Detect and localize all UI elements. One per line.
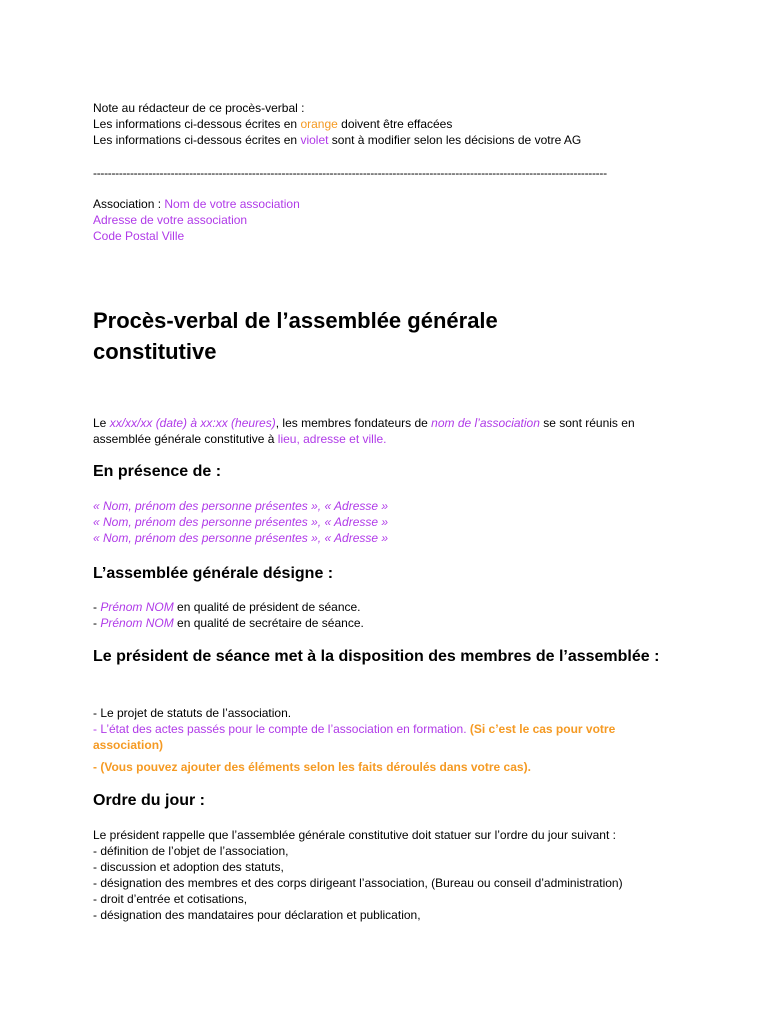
page-title: Procès-verbal de l’assemblée générale constitutive	[93, 308, 498, 364]
separator-line: -------------------------------------------------------------------------------------------------------------------------------------------	[93, 166, 607, 180]
president-role: en qualité de président de séance.	[173, 600, 361, 614]
intro-paragraph	[93, 415, 675, 447]
association-name: Nom de votre association	[164, 197, 300, 211]
intro-date: xx/xx/xx (date) à xx:xx (heures)	[109, 416, 276, 430]
designe-item-president	[93, 599, 364, 615]
intro-text-3: se sont réunis en assemblée générale constitutive à	[93, 416, 635, 446]
heading-president: Le président de séance met à la disposition des membres de l’assemblée :	[93, 648, 660, 665]
list-dash: -	[93, 600, 101, 614]
heading-ordre-du-jour: Ordre du jour :	[93, 792, 205, 809]
note-line-2-post: doivent être effacées	[337, 117, 453, 131]
secretaire-role: en qualité de secrétaire de séance.	[173, 616, 364, 630]
presence-list	[93, 498, 388, 546]
association-name-line	[93, 196, 300, 212]
note-line-2	[93, 116, 675, 132]
presence-item: « Nom, prénom des personne présentes », « Adresse »	[93, 531, 389, 545]
president-item-ajout: - (Vous pouvez ajouter des éléments selon les faits déroulés dans votre cas).	[93, 760, 531, 774]
president-list	[93, 705, 675, 775]
note-line-1: Note au rédacteur de ce procès-verbal :	[93, 101, 305, 115]
note-line-3-post: sont à modifier selon les décisions de votre AG	[328, 133, 582, 147]
president-item-actes-text: - L’état des actes passés pour le compte de l’association en formation.	[93, 722, 470, 736]
heading-presence: En présence de :	[93, 463, 222, 480]
presence-item: « Nom, prénom des personne présentes », « Adresse »	[93, 515, 389, 529]
intro-assoc-name: nom de l’association	[431, 416, 540, 430]
note-violet-word: violet	[300, 133, 329, 147]
designe-list	[93, 599, 364, 631]
designe-item-secretaire	[93, 615, 364, 631]
presence-item: « Nom, prénom des personne présentes », « Adresse »	[93, 499, 389, 513]
ordre-item: - désignation des membres et des corps dirigeant l’association, (Bureau ou conseil d’administration)	[93, 876, 623, 890]
ordre-item: - désignation des mandataires pour déclaration et publication,	[93, 908, 421, 922]
association-city: Code Postal Ville	[93, 229, 185, 243]
president-name: Prénom NOM	[100, 600, 174, 614]
ordre-list	[93, 827, 675, 923]
ordre-item: - définition de l’objet de l’association,	[93, 844, 289, 858]
president-item-actes-note: (Si c’est le cas pour votre association)	[93, 722, 616, 752]
intro-place: lieu, adresse et ville.	[277, 432, 387, 446]
association-address: Adresse de votre association	[93, 213, 248, 227]
list-dash: -	[93, 616, 101, 630]
association-label: Association :	[93, 197, 165, 211]
intro-text-1: Le	[93, 416, 110, 430]
note-line-3-pre: Les informations ci-dessous écrites en	[93, 133, 301, 147]
intro-text-2: , les membres fondateurs de	[275, 416, 432, 430]
secretaire-name: Prénom NOM	[100, 616, 174, 630]
ordre-intro: Le président rappelle que l’assemblée générale constitutive doit statuer sur l’ordre du jour suivant :	[93, 828, 616, 842]
ordre-item: - discussion et adoption des statuts,	[93, 860, 284, 874]
president-item-statuts: - Le projet de statuts de l’association.	[93, 706, 292, 720]
ordre-item: - droit d’entrée et cotisations,	[93, 892, 248, 906]
note-line-2-pre: Les informations ci-dessous écrites en	[93, 117, 301, 131]
note-line-3	[93, 132, 675, 148]
heading-designe: L’assemblée générale désigne :	[93, 565, 334, 582]
editor-note	[93, 100, 675, 148]
president-item-actes	[93, 721, 675, 753]
association-block	[93, 196, 300, 244]
note-orange-word: orange	[300, 117, 338, 131]
